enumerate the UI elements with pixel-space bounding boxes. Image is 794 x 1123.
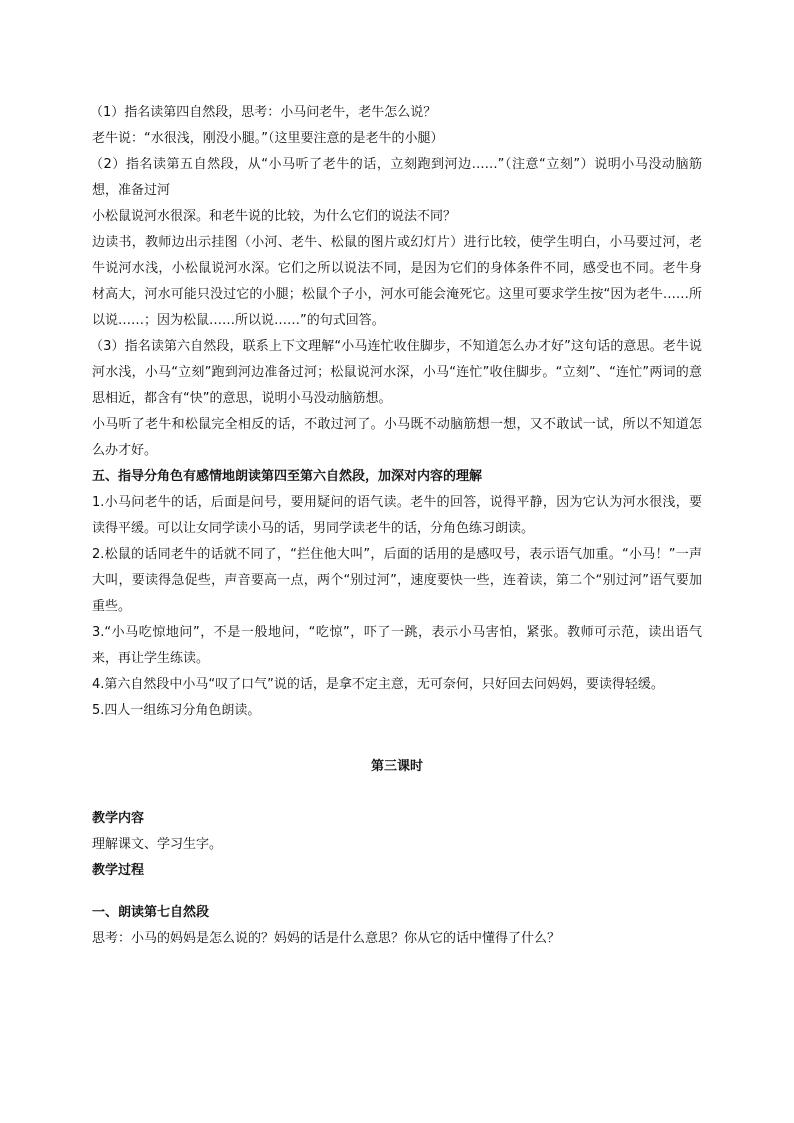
paragraph-q1: （1）指名读第四自然段，思考：小马问老牛，老牛怎么说？ — [90, 105, 437, 120]
paragraph-ox-answer: 老牛说：“水很浅，刚没小腿。”（这里要注意的是老牛的小腿） — [92, 131, 444, 146]
paragraph-squirrel: 小松鼠说河水很深。和老牛说的比较，为什么它们的说法不同？ — [92, 209, 457, 224]
spacer — [92, 724, 702, 754]
section-five-item-2: 2.松鼠的话同老牛的话就不同了，“拦住他大叫”，后面的话用的是感叹号，表示语气加重。“小马！”一声大叫，要读得急促些，声音要高一点，两个“别过河”，速度要快一些，连着读，第二个“别过河”语气要加重些。 — [92, 547, 702, 614]
teaching-content-heading: 教学内容 — [92, 811, 145, 826]
teaching-process-heading: 教学过程 — [92, 863, 145, 878]
spacer — [92, 884, 702, 900]
paragraph-q2: （2）指名读第五自然段，从“小马听了老牛的话，立刻跑到河边……”（注意“立刻”）说明小马没动脑筋想，准备过河 — [90, 157, 702, 198]
paragraph-summary: 小马听了老牛和松鼠完全相反的话，不敢过河了。小马既不动脑筋想一想，又不敢试一试，所以不知道怎么办才好。 — [92, 417, 702, 458]
paragraph-q3: （3）指名读第六自然段，联系上下文理解“小马连忙收住脚步，不知道怎么办才好”这句话的意思。老牛说河水浅，小马“立刻”跑到河边准备过河；松鼠说河水深，小马“连忙”收住脚步。“立刻”、“连忙”两词的意思相近，都含有“快”的意思，说明小马没动脑筋想。 — [90, 339, 702, 406]
section-five-item-3: 3.“小马吃惊地问”，不是一般地问，“吃惊”，吓了一跳，表示小马害怕，紧张。教师可示范，读出语气来，再让学生练读。 — [92, 625, 702, 666]
spacer — [92, 780, 702, 806]
teaching-content-text: 理解课文、学习生字。 — [92, 837, 223, 852]
paragraph-comparison: 边读书，教师边出示挂图（小河、老牛、松鼠的图片或幻灯片）进行比较，使学生明白，小马要过河，老牛说河水浅，小松鼠说河水深。它们之所以说法不同，是因为它们的身体条件不同，感受也不同。老牛身材高大，河水可能只没过它的小腿；松鼠个子小，河水可能会淹死它。这里可要求学生按“因为老牛……所以说……；因为松鼠……所以说……”的句式回答。 — [92, 235, 702, 328]
section-five-heading: 五、指导分角色有感情地朗读第四至第六自然段，加深对内容的理解 — [92, 469, 483, 484]
lesson-three-title: 第三课时 — [370, 759, 423, 774]
section-five-item-1: 1.小马问老牛的话，后面是问号，要用疑问的语气读。老牛的回答，说得平静，因为它认为河水很浅，要读得平缓。可以让女同学读小马的话，男同学读老牛的话，分角色练习朗读。 — [92, 495, 702, 536]
section-five-item-4: 4.第六自然段中小马“叹了口气”说的话，是拿不定主意，无可奈何，只好回去问妈妈，要读得轻缓。 — [92, 677, 664, 692]
section-one-heading: 一、朗读第七自然段 — [92, 905, 210, 920]
section-one-text: 思考：小马的妈妈是怎么说的？妈妈的话是什么意思？你从它的话中懂得了什么？ — [92, 931, 561, 946]
section-five-item-5: 5.四人一组练习分角色朗读。 — [92, 703, 261, 718]
